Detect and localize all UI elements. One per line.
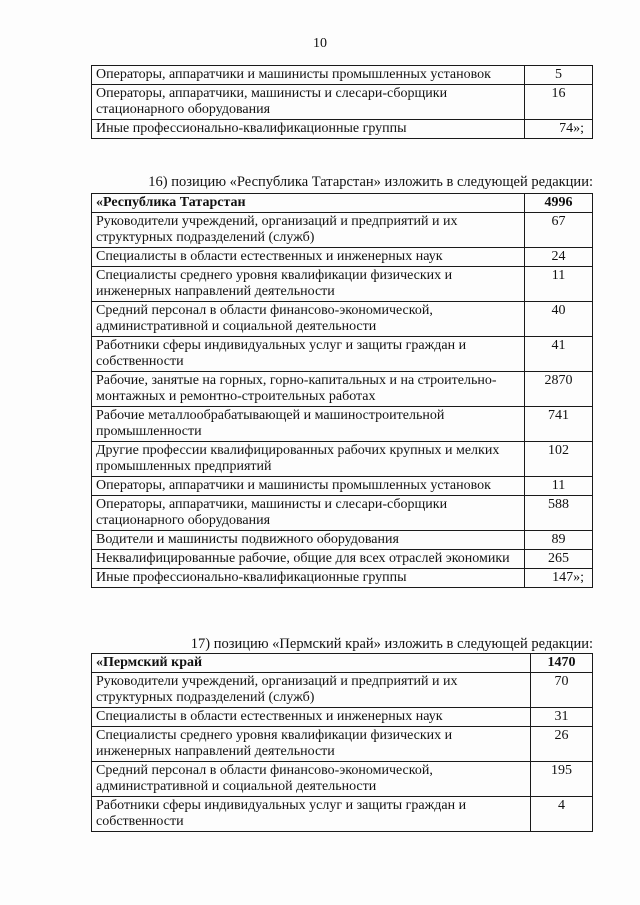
row-label: Специалисты в области естественных и инженерных наук <box>92 708 531 727</box>
table-row <box>92 477 593 496</box>
row-label: Операторы, аппаратчики и машинисты промышленных установок <box>92 477 525 496</box>
row-label: Средний персонал в области финансово-экономической, административной и социальной деятельности <box>92 302 525 337</box>
table-row <box>92 337 593 372</box>
row-value: 70 <box>531 673 593 708</box>
row-label: Специалисты среднего уровня квалификации физических и инженерных направлений деятельности <box>92 727 531 762</box>
row-value: 24 <box>525 248 593 267</box>
row-value: 67 <box>525 213 593 248</box>
table-header-row <box>92 654 593 673</box>
row-label: Руководители учреждений, организаций и предприятий и их структурных подразделений (служб) <box>92 213 525 248</box>
row-label: Операторы, аппаратчики и машинисты промышленных установок <box>92 66 525 85</box>
table-row <box>92 496 593 531</box>
row-value: 195 <box>531 762 593 797</box>
row-value: 41 <box>525 337 593 372</box>
table-row <box>92 407 593 442</box>
row-value: 26 <box>531 727 593 762</box>
row-value: 2870 <box>525 372 593 407</box>
row-value: 16 <box>525 85 593 120</box>
row-label: Работники сферы индивидуальных услуг и защиты граждан и собственности <box>92 797 531 832</box>
table-tatarstan <box>91 193 593 588</box>
row-value: 741 <box>525 407 593 442</box>
table-header-row <box>92 194 593 213</box>
row-value: 11 <box>525 267 593 302</box>
region-total: 4996 <box>525 194 593 213</box>
table-row <box>92 248 593 267</box>
row-value: 11 <box>525 477 593 496</box>
table-row <box>92 213 593 248</box>
row-label: Специалисты среднего уровня квалификации физических и инженерных направлений деятельности <box>92 267 525 302</box>
table-row <box>92 442 593 477</box>
table-row <box>92 302 593 337</box>
row-value: 4 <box>531 797 593 832</box>
row-value: 102 <box>525 442 593 477</box>
row-label: Неквалифицированные рабочие, общие для всех отраслей экономики <box>92 550 525 569</box>
table-continuation <box>91 65 593 139</box>
row-value: 588 <box>525 496 593 531</box>
table-row <box>92 550 593 569</box>
row-value: 147»; <box>525 569 593 588</box>
row-value: 5 <box>525 66 593 85</box>
table-row <box>92 797 593 832</box>
row-label: Рабочие металлообрабатывающей и машиностроительной промышленности <box>92 407 525 442</box>
table-row <box>92 762 593 797</box>
region-total: 1470 <box>531 654 593 673</box>
table-row <box>92 727 593 762</box>
row-label: Руководители учреждений, организаций и предприятий и их структурных подразделений (служб) <box>92 673 531 708</box>
row-label: Операторы, аппаратчики, машинисты и слесари-сборщики стационарного оборудования <box>92 85 525 120</box>
table-row <box>92 531 593 550</box>
table-row <box>92 372 593 407</box>
row-value: 265 <box>525 550 593 569</box>
table-row <box>92 120 593 139</box>
table-perm <box>91 653 593 832</box>
row-label: Работники сферы индивидуальных услуг и защиты граждан и собственности <box>92 337 525 372</box>
row-value: 40 <box>525 302 593 337</box>
section-17-heading: 17) позицию «Пермский край» изложить в следующей редакции: <box>190 636 593 652</box>
section-16-heading: 16) позицию «Республика Татарстан» изложить в следующей редакции: <box>148 174 593 190</box>
table-row <box>92 569 593 588</box>
region-name: «Пермский край <box>92 654 531 673</box>
table-row <box>92 85 593 120</box>
row-label: Средний персонал в области финансово-экономической, административной и социальной деятельности <box>92 762 531 797</box>
row-value: 89 <box>525 531 593 550</box>
table-row <box>92 66 593 85</box>
row-label: Рабочие, занятые на горных, горно-капитальных и на строительно-монтажных и ремонтно-строительных работах <box>92 372 525 407</box>
row-label: Иные профессионально-квалификационные группы <box>92 569 525 588</box>
table-row <box>92 673 593 708</box>
row-value: 31 <box>531 708 593 727</box>
table-row <box>92 267 593 302</box>
row-label: Операторы, аппаратчики, машинисты и слесари-сборщики стационарного оборудования <box>92 496 525 531</box>
row-label: Другие профессии квалифицированных рабочих крупных и мелких промышленных предприятий <box>92 442 525 477</box>
row-label: Водители и машинисты подвижного оборудования <box>92 531 525 550</box>
row-label: Специалисты в области естественных и инженерных наук <box>92 248 525 267</box>
row-label: Иные профессионально-квалификационные группы <box>92 120 525 139</box>
region-name: «Республика Татарстан <box>92 194 525 213</box>
page-number: 10 <box>313 36 327 51</box>
table-row <box>92 708 593 727</box>
row-value: 74»; <box>525 120 593 139</box>
